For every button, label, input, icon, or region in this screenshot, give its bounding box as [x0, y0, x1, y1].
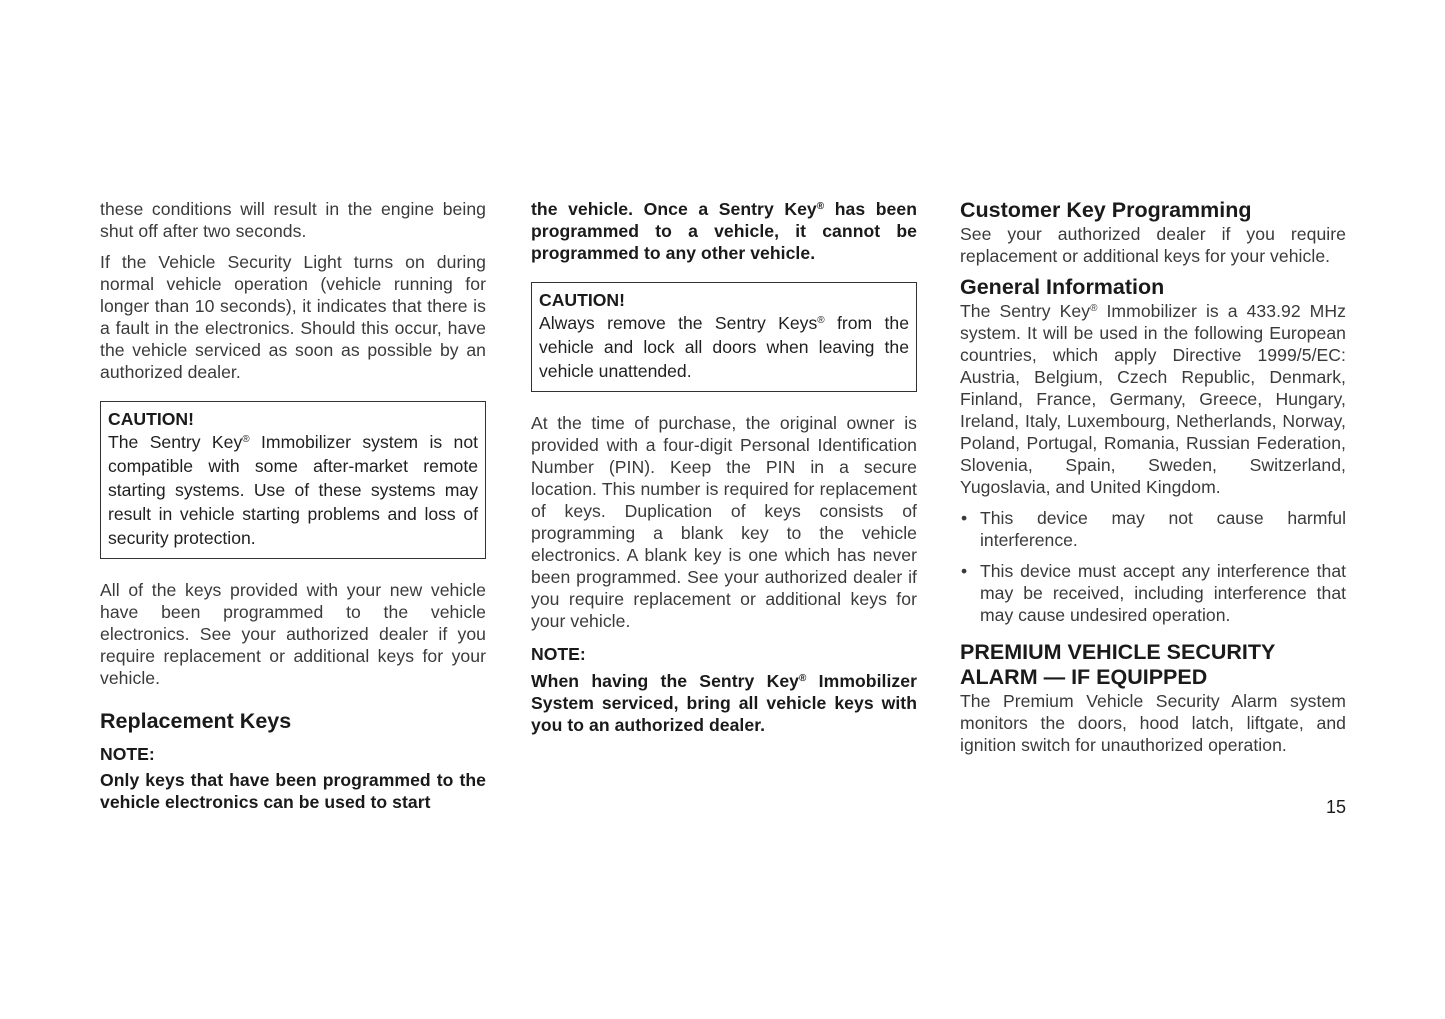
note-label: NOTE: — [531, 644, 586, 664]
paragraph-security-light: If the Vehicle Security Light turns on during normal vehicle operation (vehicle running for longer than 10 seconds), it indicates that there is a fault in the electronics. Should this occur, have the vehicle serviced as soon as possible by an authorized dealer. — [100, 252, 486, 382]
column-left — [100, 198, 486, 813]
paragraph-keys-programmed: All of the keys provided with your new vehicle have been programmed to the vehicle electronics. See your authorized dealer if you require replacement or additional keys for your vehicle. — [100, 580, 486, 688]
caution-title: CAUTION! — [539, 290, 626, 310]
bullet-icon: • — [961, 561, 968, 581]
heading-general-information: General Information — [960, 275, 1165, 299]
paragraph-engine-shutoff: these conditions will result in the engine being shut off after two seconds. — [100, 199, 486, 241]
page-number: 15 — [1325, 797, 1346, 817]
column-right — [960, 198, 1346, 756]
note-text: Only keys that have been programmed to the vehicle electronics can be used to start — [100, 770, 486, 812]
paragraph-premium-alarm: The Premium Vehicle Security Alarm system monitors the doors, hood latch, liftgate, and ignition switch for unauthorized operation. — [960, 691, 1346, 755]
column-middle — [531, 198, 917, 736]
list-item: • This device may not cause harmful interference. — [961, 508, 1346, 550]
paragraph-general-information: The Sentry Key® Immobilizer is a 433.92 MHz system. It will be used in the following European countries, which apply Directive 1999/5/EC: Austria, Belgium, Czech Republic, Denmark, Finland, France, Germany, Greece, Hungary, Ireland, Italy, Luxembourg, Netherlands, Norway, Poland, Portugal, Romania, Russian Federation, Slovenia, Spain, Sweden, Switzerland, Yugoslavia, and United Kingdom. — [960, 301, 1346, 497]
caution-text: The Sentry Key® Immobilizer system is not compatible with some after-market remote starting systems. Use of these systems may result in vehicle starting problems and loss of security protection. — [108, 432, 479, 548]
note-text: When having the Sentry Key® Immobilizer System serviced, bring all vehicle keys with you to an authorized dealer. — [531, 671, 917, 735]
caution-box-remove-keys — [531, 282, 917, 392]
caution-text: Always remove the Sentry Keys® from the vehicle and lock all doors when leaving the vehicle unattended. — [539, 313, 910, 381]
heading-customer-key-programming: Customer Key Programming — [960, 198, 1252, 222]
heading-premium-security-alarm: PREMIUM VEHICLE SECURITY ALARM — IF EQUIPPED — [960, 640, 1275, 689]
list-item: • This device must accept any interference that may be received, including interference that may cause undesired operation. — [961, 561, 1346, 625]
bullet-list — [960, 507, 1346, 626]
paragraph-pin: At the time of purchase, the original owner is provided with a four-digit Personal Identification Number (PIN). Keep the PIN in a secure location. This number is required for replacement of keys. Duplication of keys consists of programming a blank key to the vehicle electronics. A blank key is one which has never been programmed. See your authorized dealer if you require replacement or additional keys for your vehicle. — [531, 413, 917, 631]
paragraph-customer-key: See your authorized dealer if you require replacement or additional keys for your vehicle. — [960, 224, 1346, 266]
bullet-icon: • — [961, 508, 968, 528]
caution-title: CAUTION! — [108, 409, 195, 429]
note-label: NOTE: — [100, 744, 155, 764]
heading-replacement-keys: Replacement Keys — [100, 709, 292, 733]
caution-box-aftermarket — [100, 401, 486, 559]
paragraph-key-programmed-once: the vehicle. Once a Sentry Key® has been programmed to a vehicle, it cannot be programmed to any other vehicle. — [531, 199, 917, 263]
